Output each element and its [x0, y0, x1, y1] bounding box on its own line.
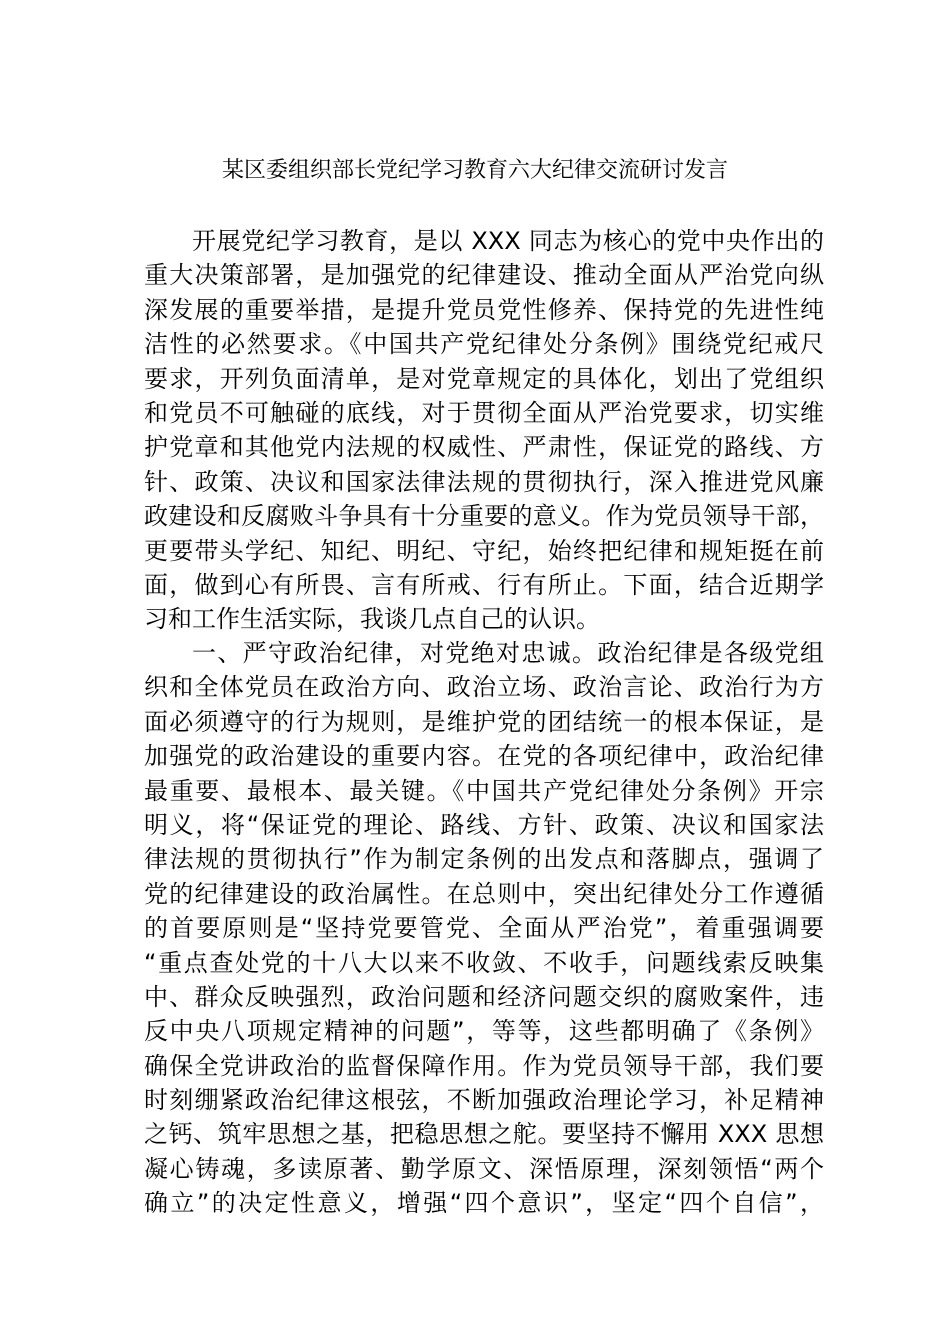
text-line: 织和全体党员在政治方向、政治立场、政治言论、政治行为方: [144, 673, 824, 702]
text-line: 之钙、筑牢思想之基，把稳思想之舵。要坚持不懈用 XXX 思想: [144, 1120, 824, 1149]
text-line: 和党员不可触碰的底线，对于贯彻全面从严治党要求，切实维: [144, 398, 824, 427]
text-line: 护党章和其他党内法规的权威性、严肃性，保证党的路线、方: [144, 433, 824, 462]
text-line: 加强党的政治建设的重要内容。在党的各项纪律中，政治纪律: [144, 742, 824, 771]
text-line: 凝心铸魂，多读原著、勤学原文、深悟原理，深刻领悟“两个: [144, 1154, 824, 1183]
text-line: 确保全党讲政治的监督保障作用。作为党员领导干部，我们要: [144, 1051, 824, 1080]
text-line: 律法规的贯彻执行”作为制定条例的出发点和落脚点，强调了: [144, 845, 824, 874]
text-line: 最重要、最根本、最关键。《中国共产党纪律处分条例》开宗: [144, 776, 824, 805]
text-line: 深发展的重要举措，是提升党员党性修养、保持党的先进性纯: [144, 295, 824, 324]
text-line: 针、政策、决议和国家法律法规的贯彻执行，深入推进党风廉: [144, 467, 824, 496]
text-line: 反中央八项规定精神的问题”，等等，这些都明确了《条例》: [144, 1017, 824, 1046]
text-line: 的首要原则是“坚持党要管党、全面从严治党”，着重强调要: [144, 914, 824, 943]
document-title: 某区委组织部长党纪学习教育六大纪律交流研讨发言: [221, 158, 728, 183]
text-line: 开展党纪学习教育，是以 XXX 同志为核心的党中央作出的: [192, 227, 824, 255]
text-line: 明义，将“保证党的理论、路线、方针、政策、决议和国家法: [144, 810, 824, 839]
text-line: 一、严守政治纪律，对党绝对忠诚。政治纪律是各级党组: [192, 639, 824, 667]
text-line: 时刻绷紧政治纪律这根弦，不断加强政治理论学习，补足精神: [144, 1086, 824, 1115]
paragraph-political-discipline: [144, 636, 824, 1221]
text-line: 习和工作生活实际，我谈几点自己的认识。: [144, 605, 600, 634]
text-line: 面必须遵守的行为规则，是维护党的团结统一的根本保证，是: [144, 707, 824, 736]
text-line: 更要带头学纪、知纪、明纪、守纪，始终把纪律和规矩挺在前: [144, 536, 824, 565]
text-line: 确立”的决定性意义，增强“四个意识”，坚定“四个自信”，: [144, 1189, 824, 1218]
text-line: 面，做到心有所畏、言有所戒、行有所止。下面，结合近期学: [144, 570, 824, 599]
text-line: “重点查处党的十八大以来不收敛、不收手，问题线索反映集: [144, 948, 824, 977]
text-line: 党的纪律建设的政治属性。在总则中，突出纪律处分工作遵循: [144, 879, 824, 908]
text-line: 洁性的必然要求。《中国共产党纪律处分条例》围绕党纪戒尺: [144, 330, 824, 359]
text-line: 政建设和反腐败斗争具有十分重要的意义。作为党员领导干部，: [144, 502, 824, 531]
text-line: 要求，开列负面清单，是对党章规定的具体化，划出了党组织: [144, 364, 824, 393]
text-line: 中、群众反映强烈，政治问题和经济问题交织的腐败案件，违: [144, 982, 824, 1011]
paragraph-intro: [144, 224, 824, 637]
text-line: 重大决策部署，是加强党的纪律建设、推动全面从严治党向纵: [144, 261, 824, 290]
